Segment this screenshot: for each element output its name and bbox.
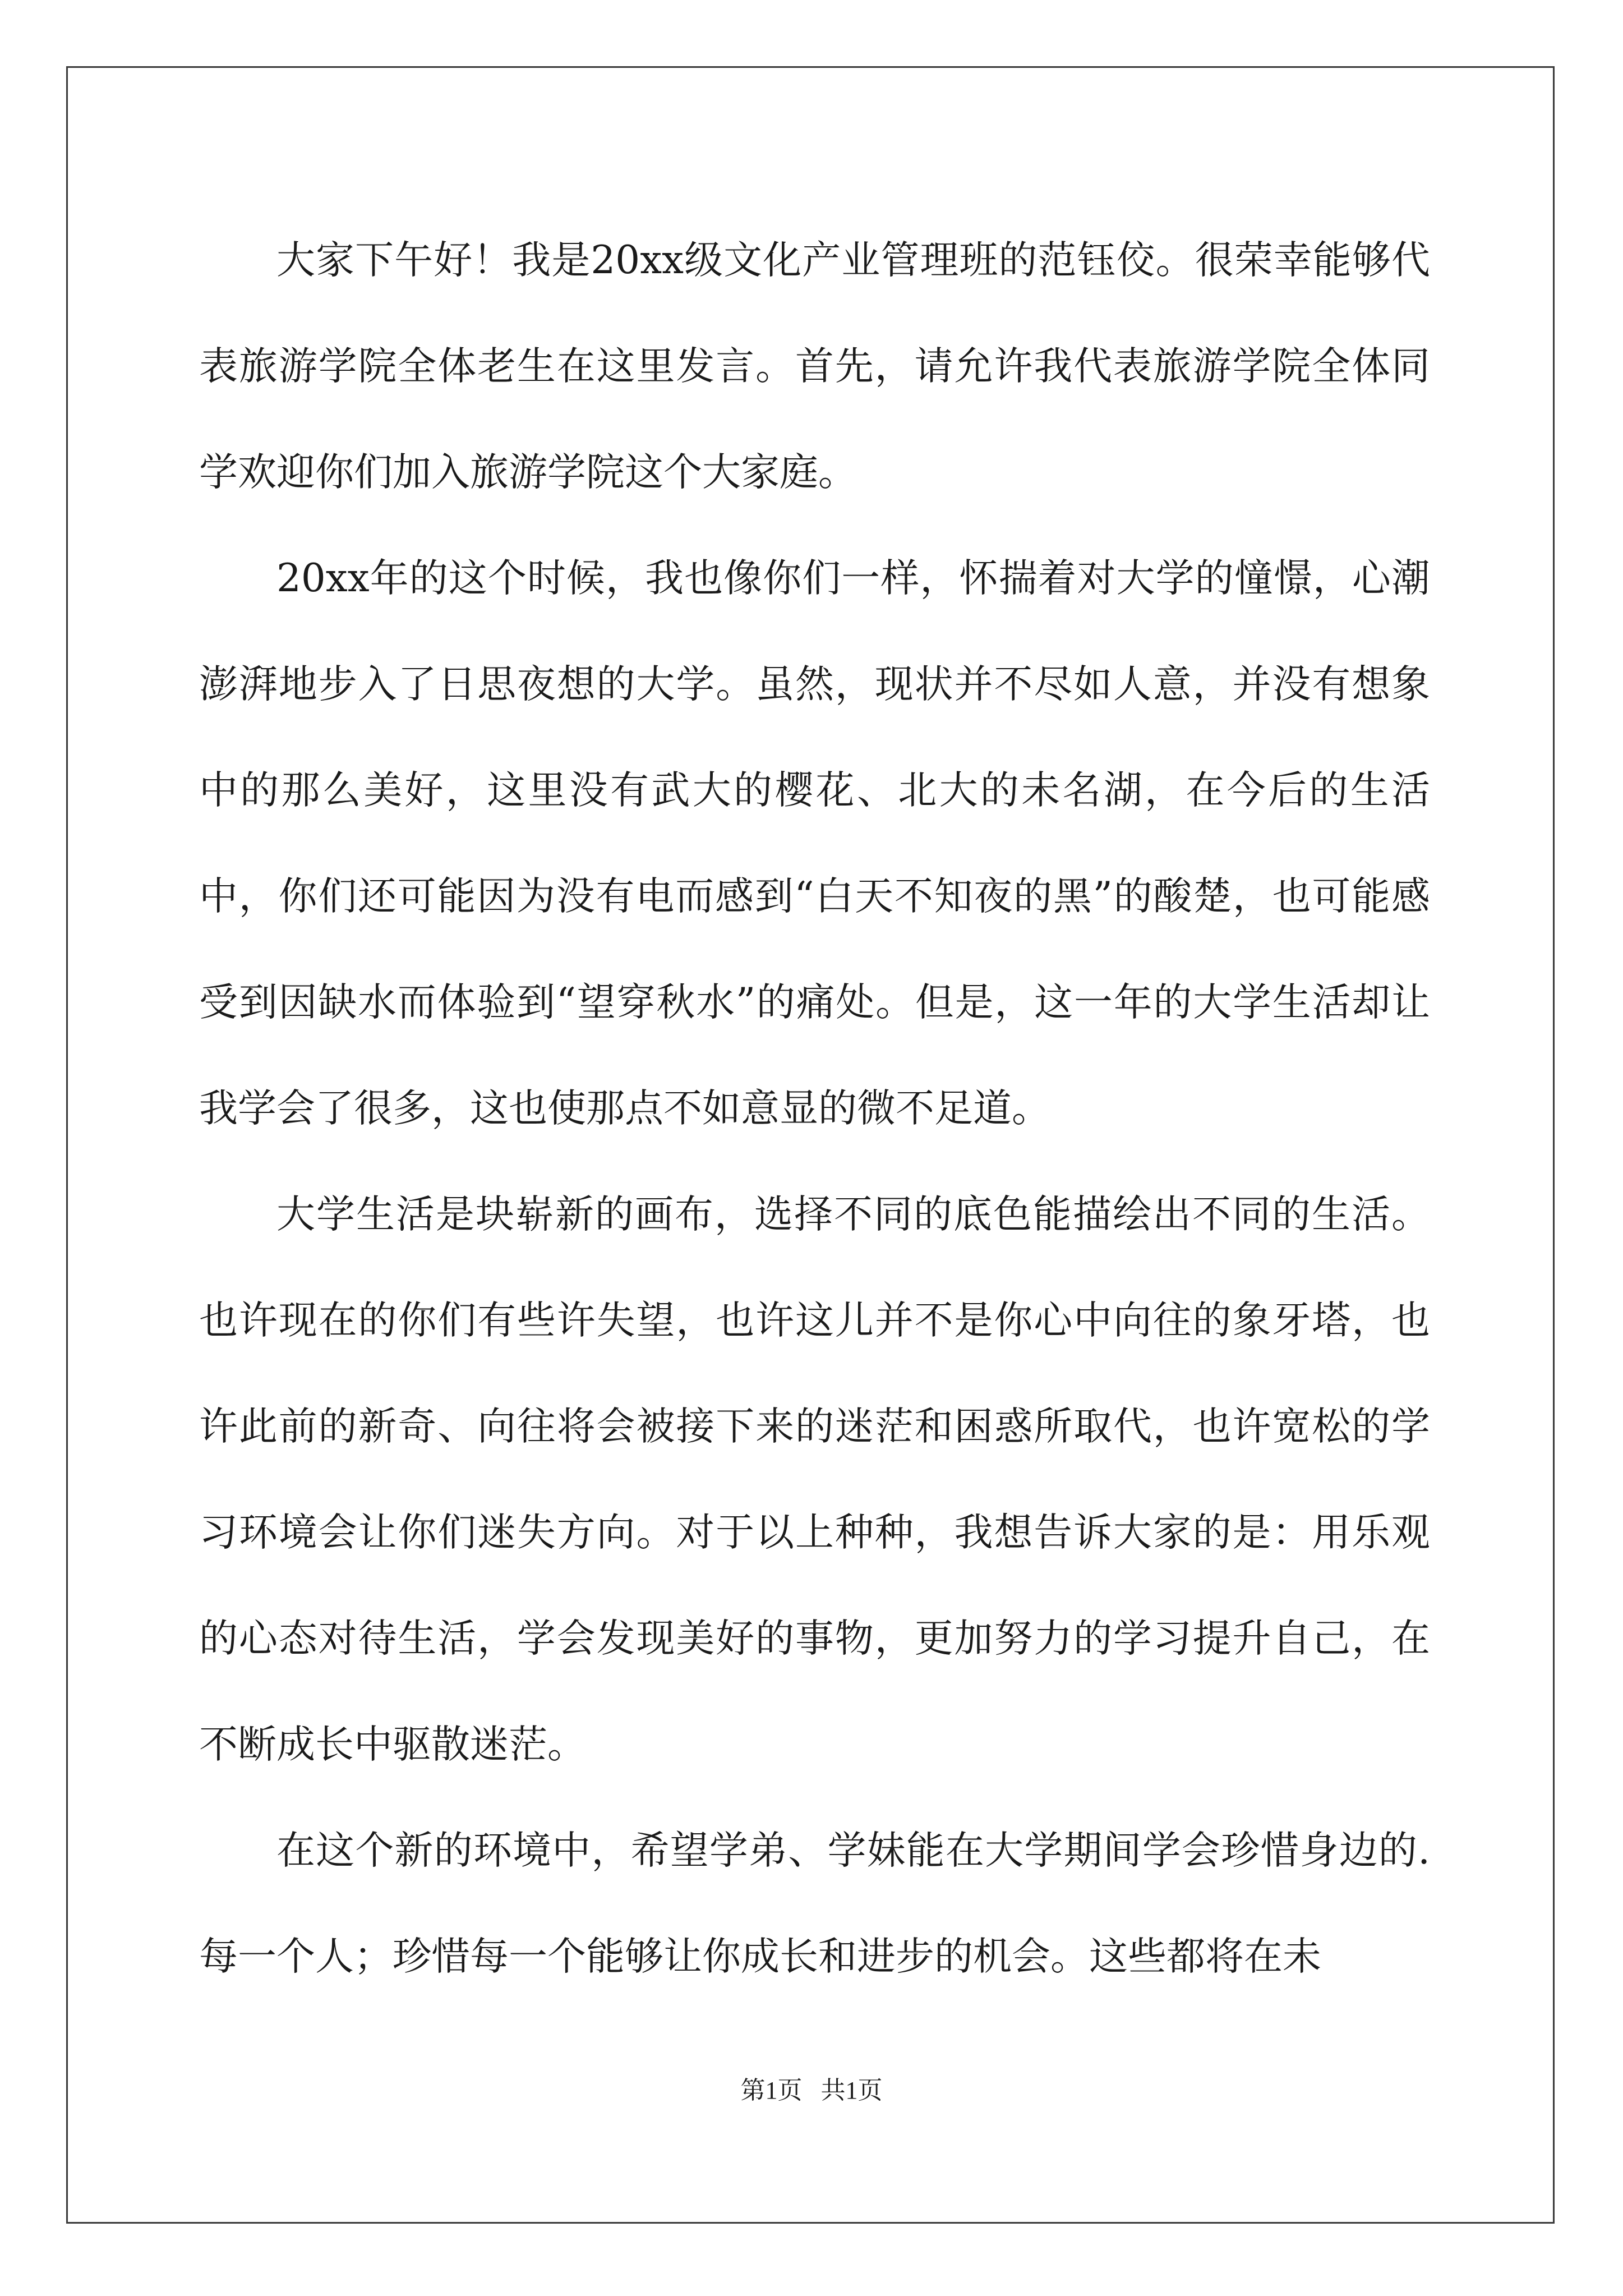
page-number-footer: 第1页 共1页 [740,2077,883,2104]
paragraph-2: 20xx年的这个时候，我也像你们一样，怀揣着对大学的憧憬，心潮澎湃地步入了日思夜想的大学。虽然，现状并不尽如人意，并没有想象中的那么美好，这里没有武大的樱花、北大的未名湖，在今后的生活中，你们还可能因为没有电而感到“白天不知夜的黑”的酸楚，也可能感受到因缺水而体验到“望穿秋水”的痛处。但是，这一年的大学生活却让我学会了很多，这也使那点不如意显的微不足道。 [199,556,1430,1131]
paragraph-3: 大学生活是块崭新的画布，选择不同的底色能描绘出不同的生活。也许现在的你们有些许失望，也许这儿并不是你心中向往的象牙塔，也许此前的新奇、向往将会被接下来的迷茫和困惑所取代，也许宽松的学习环境会让你们迷失方向。对于以上种种，我想告诉大家的是：用乐观的心态对待生活，学会发现美好的事物，更加努力的学习提升自己，在不断成长中驱散迷茫。 [199,1192,1430,1767]
document-body [199,208,1430,2010]
paragraph-4: 在这个新的环境中，希望学弟、学妹能在大学期间学会珍惜身边的.每一个人；珍惜每一个能够让你成长和进步的机会。这些都将在未 [199,1828,1430,1979]
paragraph-1: 大家下午好！我是20xx级文化产业管理班的范钰佼。很荣幸能够代表旅游学院全体老生在这里发言。首先，请允许我代表旅游学院全体同学欢迎你们加入旅游学院这个大家庭。 [199,238,1430,495]
